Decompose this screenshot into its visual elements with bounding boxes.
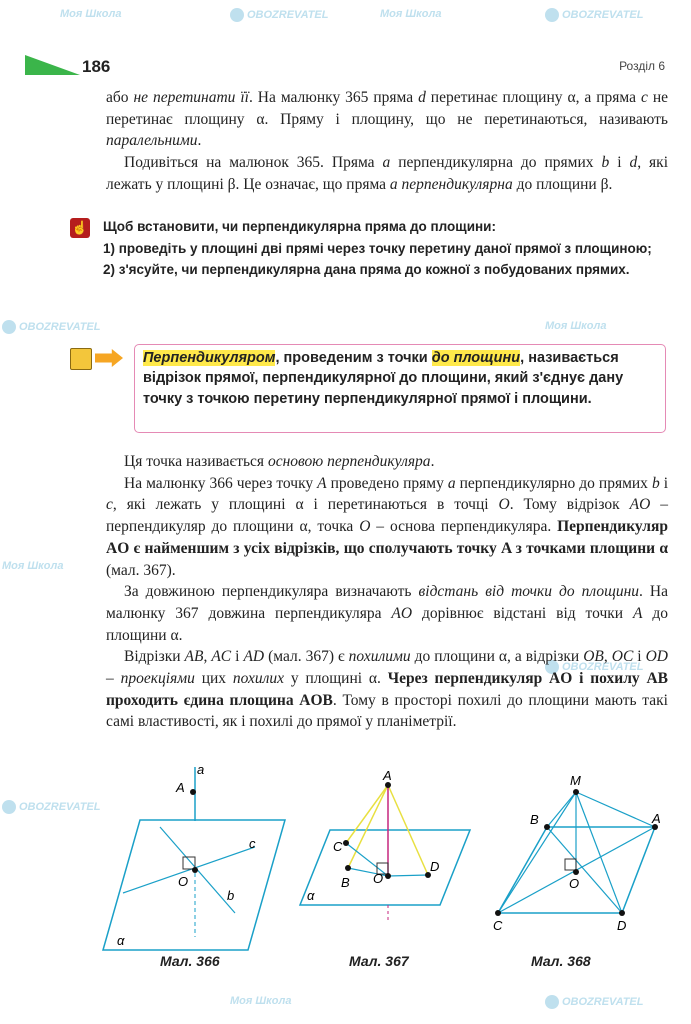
procedure-note (103, 216, 669, 281)
point-M (573, 789, 579, 795)
watermark: Моя Школа (230, 995, 292, 1007)
label-C: C (493, 918, 503, 933)
intro-text (106, 87, 668, 196)
label-D: D (430, 859, 440, 874)
watermark: OBOZREVATEL (2, 800, 100, 814)
point-D (619, 910, 625, 916)
label-alpha: α (307, 888, 315, 903)
segment-MC (498, 792, 576, 913)
label-A: A (652, 811, 661, 826)
plane-alpha (300, 830, 470, 905)
note-title: Щоб встановити, чи перпендикулярна пряма до площини: (103, 219, 496, 234)
arrow-right-icon (95, 349, 123, 367)
watermark: Моя Школа (2, 560, 64, 572)
paragraph: Ця точка називається основою перпендикуляра. (124, 453, 435, 470)
paragraph: або не перетинати її. На малюнку 365 пряма d перетинає площину α, а пряма c не перетинає площину α. Пряму і площину, що не перетинаються, називають паралельними. (106, 89, 668, 150)
segment-MD (576, 792, 622, 913)
label-A: A (383, 768, 392, 783)
watermark: OBOZREVATEL (2, 320, 100, 334)
label-D: D (617, 918, 627, 933)
point-B (544, 824, 550, 830)
label-c: c (249, 836, 256, 851)
segment-MB (547, 792, 576, 827)
figure-caption: Мал. 368 (531, 953, 591, 969)
label-C: C (333, 839, 343, 854)
right-angle-mark (565, 859, 576, 870)
label-A: A (176, 780, 185, 795)
point-C (343, 840, 349, 846)
floppy-disk-icon (70, 348, 92, 370)
point-C (495, 910, 501, 916)
figure-367 (300, 768, 470, 923)
point-B (345, 865, 351, 871)
watermark: OBOZREVATEL (230, 8, 328, 22)
paragraph: За довжиною перпендикуляра визначають відстань від точки до площини. На малюнку 367 довжина перпендикуляра AO дорівнює відстані від точки A до площини α. (106, 583, 668, 644)
figures (0, 755, 691, 985)
definition-box: Перпендикуляром, проведеним з точки до площини, називається відрізок прямої, перпендикулярної до площини, який з'єднує дану точку з точкою перетину перпендикулярної прямої і площини. (134, 344, 666, 433)
diagonal-BD (547, 827, 622, 913)
paragraph: Відрізки AB, AC і AD (мал. 367) є похилими до площини α, а відрізки OB, OC і OD – проекціями цих похилих у площині α. Через перпендикуляр AO і похилу AB проходить єдина площина AOB. Тому в просторі похилі до площини мають такі самі властивості, як і похилі до прямої у планіметрії. (106, 648, 669, 731)
segment-AC (346, 785, 388, 843)
corner-decoration (25, 55, 80, 75)
projection-OD (388, 875, 428, 876)
point-O (192, 867, 198, 873)
watermark: OBOZREVATEL (545, 995, 643, 1009)
watermark: Моя Школа (380, 8, 442, 20)
point-A (190, 789, 196, 795)
label-O: O (373, 871, 384, 886)
definition-term: Перпендикуляром (143, 350, 276, 366)
label-O: O (569, 876, 580, 891)
point-O (573, 869, 579, 875)
watermark: Моя Школа (545, 320, 607, 332)
watermark: Моя Школа (60, 8, 122, 20)
paragraph: Подивіться на малюнок 365. Пряма a перпендикулярна до прямих b і d, які лежать у площині β. Це означає, що пряма a перпендикулярна до площини β. (106, 154, 668, 193)
label-b: b (227, 888, 235, 903)
label-alpha: α (117, 933, 125, 948)
note-step: 1) проведіть у площині дві прямі через точку перетину даної прямої з площиною; (103, 240, 652, 256)
paragraph: На малюнку 366 через точку A проведено пряму a перпендикулярно до прямих b і c, які лежать у площині α і перетинаються в точці O. Тому відрізок AO – перпендикуляр до площини α, точка O – основа перпендикуляра. Перпендикуляр AO є найменшим з усіх відрізків, що сполучають точку A з точками площини α (мал. 367). (106, 474, 669, 579)
figure-caption: Мал. 367 (349, 953, 409, 969)
watermark: OBOZREVATEL (545, 8, 643, 22)
figure-caption: Мал. 366 (160, 953, 220, 969)
main-text (106, 451, 668, 733)
point-O (385, 873, 391, 879)
label-M: M (570, 773, 581, 788)
right-angle-mark (183, 857, 195, 869)
label-O: O (178, 874, 189, 889)
line-c (123, 847, 255, 893)
watermark: OBOZREVATEL (545, 660, 643, 674)
label-a: a (197, 762, 205, 777)
label-B: B (530, 812, 539, 827)
segment-AB (348, 785, 388, 868)
figure-368 (493, 773, 661, 933)
plane-alpha (103, 820, 285, 950)
section-title: Розділ 6 (619, 59, 665, 73)
note-step: 2) з'ясуйте, чи перпендикулярна дана пряма до кожної з побудованих прямих. (103, 262, 630, 277)
page-number: 186 (82, 57, 111, 76)
label-B: B (341, 875, 350, 890)
figure-366 (103, 762, 285, 950)
hand-icon: ☝ (70, 218, 90, 238)
definition-highlight: до площини (431, 350, 521, 366)
